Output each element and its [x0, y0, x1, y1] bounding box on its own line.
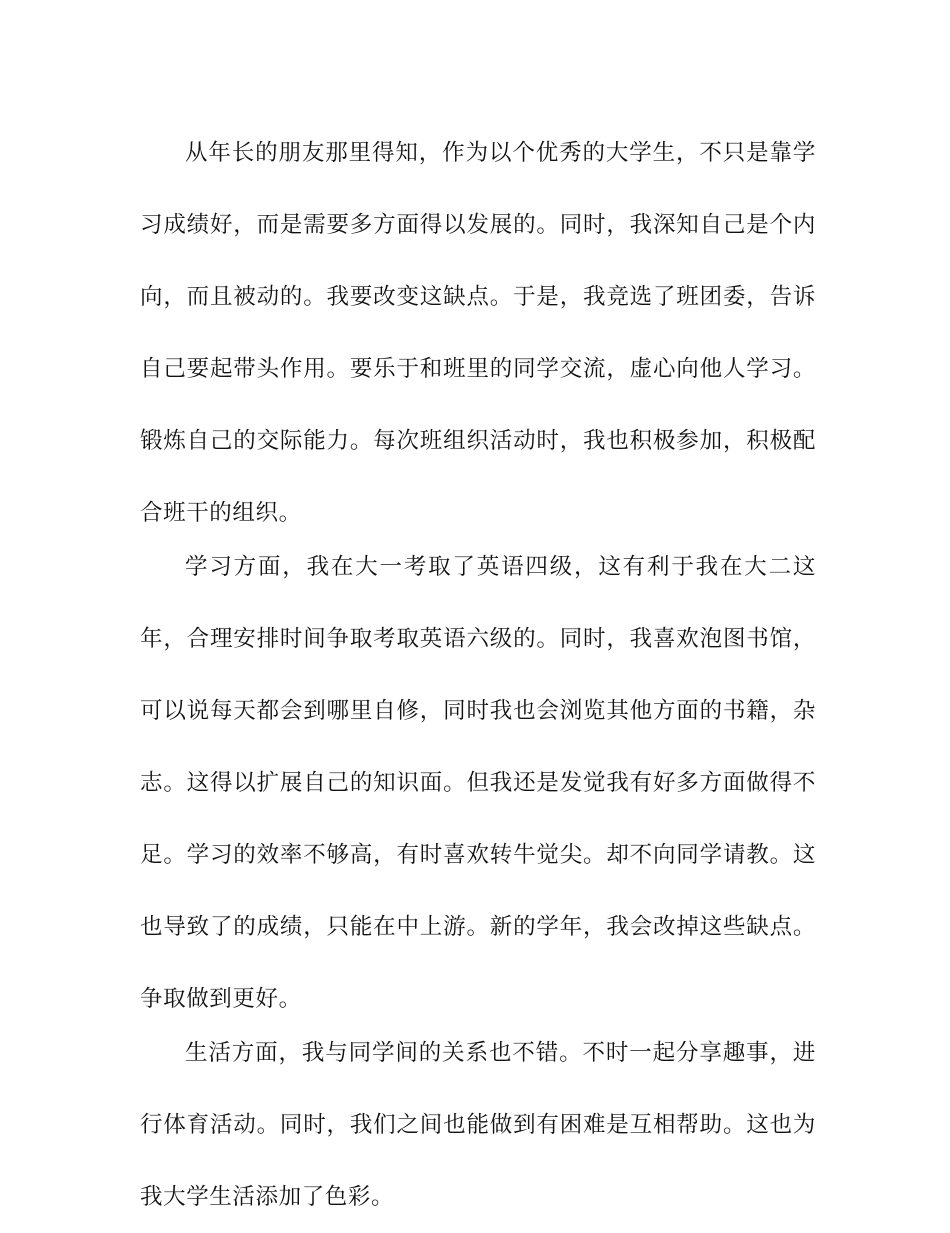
paragraph-life: 生活方面，我与同学间的关系也不错。不时一起分享趣事，进行体育活动。同时，我们之间也能做到有困难是互相帮助。这也为我大学生活添加了色彩。 — [140, 1040, 816, 1210]
paragraph-study: 学习方面，我在大一考取了英语四级，这有利于我在大二这年，合理安排时间争取考取英语六级的。同时，我喜欢泡图书馆，可以说每天都会到哪里自修，同时我也会浏览其他方面的书籍，杂志。这得以扩展自己的知识面。但我还是发觉我有好多方面做得不足。学习的效率不够高，有时喜欢转牛觉尖。却不向同学请教。这也导致了的成绩，只能在中上游。新的学年，我会改掉这些缺点。争取做到更好。 — [140, 554, 816, 1012]
document-body — [140, 117, 816, 1233]
paragraph-activities: 从年长的朋友那里得知，作为以个优秀的大学生，不只是靠学习成绩好，而是需要多方面得以发展的。同时，我深知自己是个内向，而且被动的。我要改变这缺点。于是，我竞选了班团委，告诉自己要起带头作用。要乐于和班里的同学交流，虚心向他人学习。锻炼自己的交际能力。每次班组织活动时，我也积极参加，积极配合班干的组织。 — [140, 140, 816, 526]
